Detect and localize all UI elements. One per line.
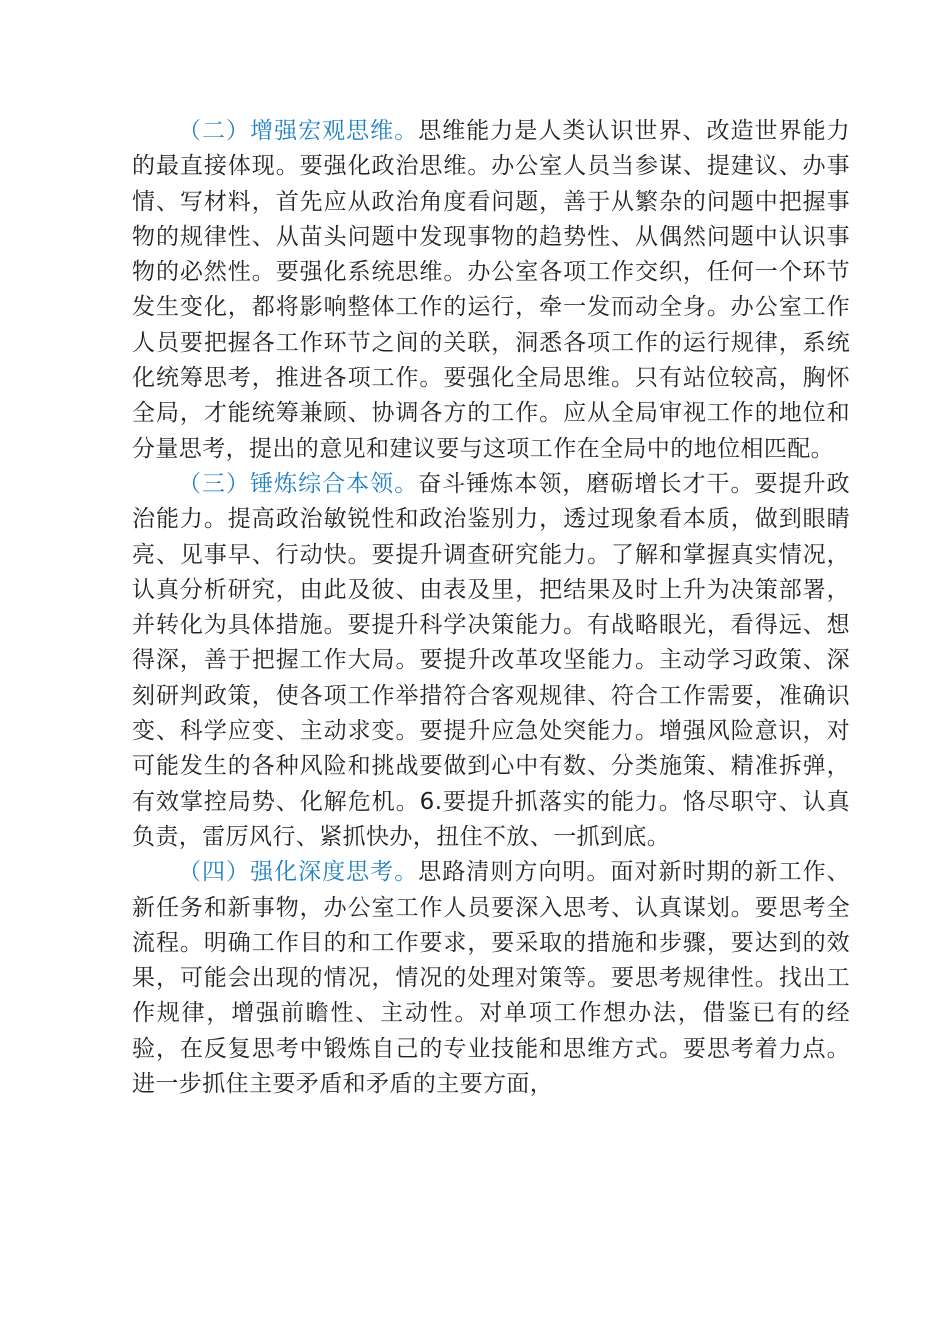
- section-heading-deep-thinking: （四）强化深度思考。: [178, 859, 419, 886]
- paragraph-body-macro-thinking: 思维能力是人类认识世界、改造世界能力的最直接体现。要强化政治思维。办公室人员当参谋、提建议、办事情、写材料，首先应从政治角度看问题，善于从繁杂的问题中把握事物的规律性、从苗头问题中发现事物的趋势性、从偶然问题中认识事物的必然性。要强化系统思维。办公室各项工作交织，任何一个环节发生变化，都将影响整体工作的运行，牵一发而动全身。办公室工作人员要把握各工作环节之间的关联，洞悉各项工作的运行规律，系统化统筹思考，推进各项工作。要强化全局思维。只有站位较高，胸怀全局，才能统筹兼顾、协调各方的工作。应从全局审视工作的地位和分量思考，提出的意见和建议要与这项工作在全局中的地位相匹配。: [132, 118, 851, 462]
- section-heading-macro-thinking: （二）增强宏观思维。: [178, 118, 419, 144]
- paragraph-macro-thinking: [132, 114, 850, 467]
- paragraph-body-comprehensive-skills: 奋斗锤炼本领，磨砺增长才干。要提升政治能力。提高政治敏锐性和政治鉴别力，透过现象看本质，做到眼睛亮、见事早、行动快。要提升调查研究能力。了解和掌握真实情况，认真分析研究，由此及彼、由表及里，把结果及时上升为决策部署，并转化为具体措施。要提升科学决策能力。有战略眼光，看得远、想得深，善于把握工作大局。要提升改革攻坚能力。主动学习政策、深刻研判政策，使各项工作举措符合客观规律、符合工作需要，准确识变、科学应变、主动求变。要提升应急处突能力。增强风险意识，对可能发生的各种风险和挑战要做到心中有数、分类施策、精准拆弹，有效掌控局势、化解危机。6.要提升抓落实的能力。恪尽职守、认真负责，雷厉风行、紧抓快办，扭住不放、一抓到底。: [132, 470, 851, 850]
- paragraph-body-deep-thinking: 思路清则方向明。面对新时期的新工作、新任务和新事物，办公室工作人员要深入思考、认真谋划。要思考全流程。明确工作目的和工作要求，要采取的措施和步骤，要达到的效果，可能会出现的情况，情况的处理对策等。要思考规律性。找出工作规律，增强前瞻性、主动性。对单项工作想办法，借鉴已有的经验，在反复思考中锻炼自己的专业技能和思维方式。要思考着力点。进一步抓住主要矛盾和矛盾的主要方面，: [132, 859, 851, 1098]
- section-heading-comprehensive-skills: （三）锤炼综合本领。: [178, 470, 419, 497]
- paragraph-comprehensive-skills: [132, 467, 850, 855]
- paragraph-deep-thinking: [132, 855, 850, 1102]
- document-page: [132, 114, 850, 1102]
